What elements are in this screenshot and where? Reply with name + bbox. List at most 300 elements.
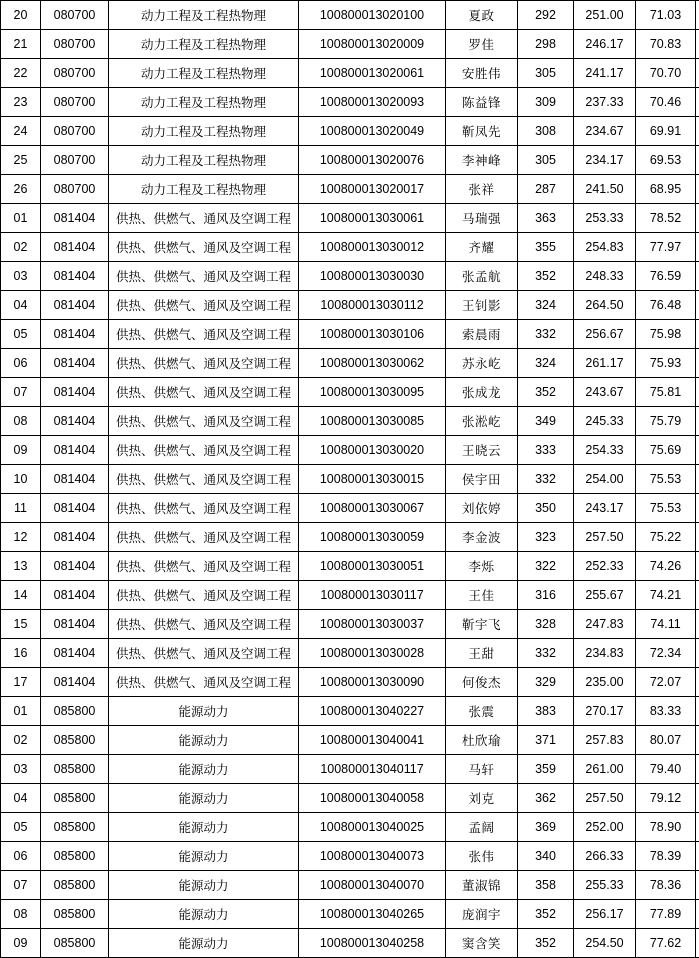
- cell-rank: 22: [1, 59, 41, 88]
- table-row: [1, 146, 699, 175]
- cell-total: 305: [518, 59, 574, 88]
- cell-total: 287: [518, 175, 574, 204]
- cell-name: 张震: [446, 697, 518, 726]
- cell-total: 359: [518, 755, 574, 784]
- cell-row-edge: [696, 407, 699, 436]
- cell-average: 256.67: [574, 320, 636, 349]
- cell-row-edge: [696, 465, 699, 494]
- cell-score: 79.40: [636, 755, 696, 784]
- cell-row-edge: [696, 871, 699, 900]
- cell-code: 081404: [41, 320, 109, 349]
- cell-rank: 08: [1, 407, 41, 436]
- cell-major: 供热、供燃气、通风及空调工程: [109, 349, 299, 378]
- cell-major: 动力工程及工程热物理: [109, 59, 299, 88]
- cell-exam_no: 100800013020093: [299, 88, 446, 117]
- cell-major: 供热、供燃气、通风及空调工程: [109, 436, 299, 465]
- cell-rank: 20: [1, 1, 41, 30]
- table-row: [1, 726, 699, 755]
- cell-name: 张淞屹: [446, 407, 518, 436]
- cell-row-edge: [696, 320, 699, 349]
- cell-average: 257.50: [574, 523, 636, 552]
- cell-name: 庞润宇: [446, 900, 518, 929]
- cell-score: 74.21: [636, 581, 696, 610]
- cell-total: 383: [518, 697, 574, 726]
- cell-score: 75.69: [636, 436, 696, 465]
- cell-rank: 09: [1, 929, 41, 958]
- cell-code: 080700: [41, 175, 109, 204]
- cell-name: 王佳: [446, 581, 518, 610]
- cell-name: 夏政: [446, 1, 518, 30]
- cell-name: 董淑锦: [446, 871, 518, 900]
- cell-score: 70.46: [636, 88, 696, 117]
- cell-score: 75.98: [636, 320, 696, 349]
- cell-rank: 26: [1, 175, 41, 204]
- cell-code: 081404: [41, 436, 109, 465]
- cell-row-edge: [696, 842, 699, 871]
- cell-code: 085800: [41, 929, 109, 958]
- cell-rank: 25: [1, 146, 41, 175]
- table-row: [1, 233, 699, 262]
- cell-score: 74.11: [636, 610, 696, 639]
- cell-average: 245.33: [574, 407, 636, 436]
- table-row: [1, 755, 699, 784]
- cell-rank: 03: [1, 262, 41, 291]
- cell-code: 081404: [41, 465, 109, 494]
- cell-code: 085800: [41, 755, 109, 784]
- cell-average: 252.33: [574, 552, 636, 581]
- cell-name: 李金波: [446, 523, 518, 552]
- cell-name: 陈益锋: [446, 88, 518, 117]
- cell-rank: 10: [1, 465, 41, 494]
- cell-major: 供热、供燃气、通风及空调工程: [109, 233, 299, 262]
- cell-code: 085800: [41, 842, 109, 871]
- table-row: [1, 262, 699, 291]
- cell-row-edge: [696, 291, 699, 320]
- cell-rank: 04: [1, 784, 41, 813]
- cell-code: 085800: [41, 900, 109, 929]
- cell-code: 085800: [41, 726, 109, 755]
- cell-code: 081404: [41, 523, 109, 552]
- table-row: [1, 523, 699, 552]
- cell-name: 张祥: [446, 175, 518, 204]
- cell-total: 322: [518, 552, 574, 581]
- cell-rank: 23: [1, 88, 41, 117]
- cell-rank: 07: [1, 871, 41, 900]
- cell-major: 能源动力: [109, 726, 299, 755]
- cell-rank: 02: [1, 726, 41, 755]
- cell-average: 253.33: [574, 204, 636, 233]
- cell-major: 供热、供燃气、通风及空调工程: [109, 523, 299, 552]
- cell-exam_no: 100800013040265: [299, 900, 446, 929]
- cell-score: 75.79: [636, 407, 696, 436]
- cell-exam_no: 100800013040070: [299, 871, 446, 900]
- cell-exam_no: 100800013030061: [299, 204, 446, 233]
- cell-exam_no: 100800013040041: [299, 726, 446, 755]
- cell-total: 332: [518, 639, 574, 668]
- cell-name: 苏永屹: [446, 349, 518, 378]
- cell-row-edge: [696, 378, 699, 407]
- cell-rank: 06: [1, 842, 41, 871]
- cell-row-edge: [696, 262, 699, 291]
- table-row: [1, 784, 699, 813]
- cell-score: 75.81: [636, 378, 696, 407]
- cell-major: 供热、供燃气、通风及空调工程: [109, 552, 299, 581]
- cell-name: 张孟航: [446, 262, 518, 291]
- table-row: [1, 378, 699, 407]
- cell-average: 254.50: [574, 929, 636, 958]
- cell-total: 316: [518, 581, 574, 610]
- table-row: [1, 30, 699, 59]
- cell-code: 081404: [41, 407, 109, 436]
- cell-major: 供热、供燃气、通风及空调工程: [109, 320, 299, 349]
- cell-average: 237.33: [574, 88, 636, 117]
- cell-name: 李神峰: [446, 146, 518, 175]
- cell-row-edge: [696, 668, 699, 697]
- cell-name: 索晨雨: [446, 320, 518, 349]
- table-row: [1, 581, 699, 610]
- cell-name: 罗佳: [446, 30, 518, 59]
- cell-score: 75.93: [636, 349, 696, 378]
- cell-major: 动力工程及工程热物理: [109, 1, 299, 30]
- cell-name: 靳凤先: [446, 117, 518, 146]
- cell-average: 254.00: [574, 465, 636, 494]
- cell-exam_no: 100800013030112: [299, 291, 446, 320]
- cell-code: 081404: [41, 378, 109, 407]
- cell-code: 081404: [41, 291, 109, 320]
- table-row: [1, 813, 699, 842]
- cell-name: 孟阔: [446, 813, 518, 842]
- cell-exam_no: 100800013020100: [299, 1, 446, 30]
- table-row: [1, 871, 699, 900]
- cell-major: 能源动力: [109, 813, 299, 842]
- cell-total: 352: [518, 900, 574, 929]
- cell-exam_no: 100800013040258: [299, 929, 446, 958]
- cell-rank: 03: [1, 755, 41, 784]
- cell-exam_no: 100800013030085: [299, 407, 446, 436]
- cell-code: 080700: [41, 146, 109, 175]
- cell-name: 李烁: [446, 552, 518, 581]
- cell-total: 349: [518, 407, 574, 436]
- cell-average: 241.50: [574, 175, 636, 204]
- cell-exam_no: 100800013030095: [299, 378, 446, 407]
- table-row: [1, 552, 699, 581]
- cell-major: 能源动力: [109, 755, 299, 784]
- cell-exam_no: 100800013030012: [299, 233, 446, 262]
- cell-name: 王甜: [446, 639, 518, 668]
- cell-rank: 17: [1, 668, 41, 697]
- cell-average: 252.00: [574, 813, 636, 842]
- cell-name: 王钊影: [446, 291, 518, 320]
- cell-row-edge: [696, 784, 699, 813]
- table-row: [1, 668, 699, 697]
- cell-major: 能源动力: [109, 842, 299, 871]
- cell-exam_no: 100800013040073: [299, 842, 446, 871]
- table-row: [1, 900, 699, 929]
- cell-name: 王晓云: [446, 436, 518, 465]
- cell-total: 305: [518, 146, 574, 175]
- cell-score: 78.39: [636, 842, 696, 871]
- cell-total: 352: [518, 378, 574, 407]
- cell-code: 081404: [41, 204, 109, 233]
- cell-average: 246.17: [574, 30, 636, 59]
- table-row: [1, 291, 699, 320]
- cell-row-edge: [696, 697, 699, 726]
- table-row: [1, 175, 699, 204]
- cell-average: 257.83: [574, 726, 636, 755]
- cell-rank: 11: [1, 494, 41, 523]
- cell-major: 供热、供燃气、通风及空调工程: [109, 407, 299, 436]
- cell-total: 328: [518, 610, 574, 639]
- cell-score: 75.22: [636, 523, 696, 552]
- cell-rank: 05: [1, 320, 41, 349]
- cell-rank: 01: [1, 697, 41, 726]
- cell-total: 324: [518, 291, 574, 320]
- cell-rank: 06: [1, 349, 41, 378]
- cell-score: 74.26: [636, 552, 696, 581]
- cell-total: 308: [518, 117, 574, 146]
- cell-major: 能源动力: [109, 929, 299, 958]
- cell-code: 085800: [41, 871, 109, 900]
- cell-major: 动力工程及工程热物理: [109, 117, 299, 146]
- cell-code: 081404: [41, 349, 109, 378]
- cell-name: 何俊杰: [446, 668, 518, 697]
- cell-code: 081404: [41, 262, 109, 291]
- cell-row-edge: [696, 813, 699, 842]
- cell-name: 窦含笑: [446, 929, 518, 958]
- cell-score: 77.97: [636, 233, 696, 262]
- cell-major: 能源动力: [109, 697, 299, 726]
- cell-major: 能源动力: [109, 900, 299, 929]
- cell-total: 352: [518, 262, 574, 291]
- cell-total: 358: [518, 871, 574, 900]
- cell-score: 68.95: [636, 175, 696, 204]
- table-row: [1, 465, 699, 494]
- cell-code: 080700: [41, 1, 109, 30]
- cell-major: 供热、供燃气、通风及空调工程: [109, 639, 299, 668]
- cell-total: 323: [518, 523, 574, 552]
- cell-name: 安胜伟: [446, 59, 518, 88]
- cell-exam_no: 100800013030020: [299, 436, 446, 465]
- cell-total: 352: [518, 929, 574, 958]
- cell-total: 333: [518, 436, 574, 465]
- cell-major: 供热、供燃气、通风及空调工程: [109, 668, 299, 697]
- cell-average: 254.83: [574, 233, 636, 262]
- cell-rank: 01: [1, 204, 41, 233]
- cell-major: 动力工程及工程热物理: [109, 175, 299, 204]
- cell-total: 363: [518, 204, 574, 233]
- cell-row-edge: [696, 610, 699, 639]
- cell-code: 085800: [41, 813, 109, 842]
- cell-name: 张成龙: [446, 378, 518, 407]
- cell-code: 081404: [41, 639, 109, 668]
- cell-average: 254.33: [574, 436, 636, 465]
- cell-row-edge: [696, 88, 699, 117]
- cell-row-edge: [696, 900, 699, 929]
- table-row: [1, 320, 699, 349]
- cell-average: 256.17: [574, 900, 636, 929]
- cell-major: 动力工程及工程热物理: [109, 88, 299, 117]
- table-row: [1, 407, 699, 436]
- cell-exam_no: 100800013040117: [299, 755, 446, 784]
- cell-total: 340: [518, 842, 574, 871]
- cell-row-edge: [696, 552, 699, 581]
- cell-total: 309: [518, 88, 574, 117]
- cell-exam_no: 100800013040025: [299, 813, 446, 842]
- table-row: [1, 436, 699, 465]
- cell-major: 能源动力: [109, 871, 299, 900]
- cell-total: 332: [518, 465, 574, 494]
- cell-exam_no: 100800013030051: [299, 552, 446, 581]
- cell-code: 081404: [41, 668, 109, 697]
- cell-major: 供热、供燃气、通风及空调工程: [109, 378, 299, 407]
- cell-code: 081404: [41, 610, 109, 639]
- cell-average: 243.67: [574, 378, 636, 407]
- cell-score: 83.33: [636, 697, 696, 726]
- cell-row-edge: [696, 929, 699, 958]
- cell-row-edge: [696, 523, 699, 552]
- cell-major: 供热、供燃气、通风及空调工程: [109, 204, 299, 233]
- cell-total: 369: [518, 813, 574, 842]
- cell-exam_no: 100800013030090: [299, 668, 446, 697]
- cell-score: 72.34: [636, 639, 696, 668]
- cell-major: 供热、供燃气、通风及空调工程: [109, 581, 299, 610]
- cell-exam_no: 100800013020061: [299, 59, 446, 88]
- cell-average: 264.50: [574, 291, 636, 320]
- cell-code: 081404: [41, 494, 109, 523]
- cell-score: 71.03: [636, 1, 696, 30]
- cell-score: 70.83: [636, 30, 696, 59]
- cell-name: 张伟: [446, 842, 518, 871]
- cell-score: 69.53: [636, 146, 696, 175]
- cell-total: 324: [518, 349, 574, 378]
- cell-major: 供热、供燃气、通风及空调工程: [109, 262, 299, 291]
- cell-total: 355: [518, 233, 574, 262]
- table-row: [1, 842, 699, 871]
- cell-name: 杜欣瑜: [446, 726, 518, 755]
- cell-rank: 07: [1, 378, 41, 407]
- cell-rank: 02: [1, 233, 41, 262]
- cell-name: 齐耀: [446, 233, 518, 262]
- cell-average: 266.33: [574, 842, 636, 871]
- cell-rank: 21: [1, 30, 41, 59]
- table-row: [1, 929, 699, 958]
- cell-row-edge: [696, 175, 699, 204]
- cell-score: 75.53: [636, 494, 696, 523]
- cell-exam_no: 100800013020017: [299, 175, 446, 204]
- cell-score: 69.91: [636, 117, 696, 146]
- cell-name: 侯宇田: [446, 465, 518, 494]
- cell-major: 供热、供燃气、通风及空调工程: [109, 494, 299, 523]
- cell-code: 081404: [41, 233, 109, 262]
- cell-score: 76.59: [636, 262, 696, 291]
- cell-row-edge: [696, 59, 699, 88]
- cell-total: 350: [518, 494, 574, 523]
- score-table-body: [1, 1, 699, 958]
- cell-exam_no: 100800013040227: [299, 697, 446, 726]
- cell-row-edge: [696, 1, 699, 30]
- cell-score: 70.70: [636, 59, 696, 88]
- cell-rank: 14: [1, 581, 41, 610]
- cell-average: 241.17: [574, 59, 636, 88]
- cell-code: 080700: [41, 88, 109, 117]
- cell-average: 248.33: [574, 262, 636, 291]
- cell-average: 257.50: [574, 784, 636, 813]
- cell-average: 247.83: [574, 610, 636, 639]
- cell-row-edge: [696, 30, 699, 59]
- cell-major: 动力工程及工程热物理: [109, 30, 299, 59]
- cell-code: 085800: [41, 784, 109, 813]
- cell-total: 332: [518, 320, 574, 349]
- cell-score: 76.48: [636, 291, 696, 320]
- cell-rank: 12: [1, 523, 41, 552]
- table-row: [1, 697, 699, 726]
- cell-average: 261.00: [574, 755, 636, 784]
- table-row: [1, 494, 699, 523]
- cell-major: 能源动力: [109, 784, 299, 813]
- cell-average: 251.00: [574, 1, 636, 30]
- cell-average: 255.33: [574, 871, 636, 900]
- cell-exam_no: 100800013030106: [299, 320, 446, 349]
- cell-exam_no: 100800013020049: [299, 117, 446, 146]
- cell-row-edge: [696, 349, 699, 378]
- cell-name: 马瑞强: [446, 204, 518, 233]
- cell-code: 085800: [41, 697, 109, 726]
- cell-code: 080700: [41, 30, 109, 59]
- table-row: [1, 349, 699, 378]
- table-row: [1, 610, 699, 639]
- cell-rank: 05: [1, 813, 41, 842]
- cell-score: 72.07: [636, 668, 696, 697]
- table-row: [1, 1, 699, 30]
- cell-row-edge: [696, 726, 699, 755]
- cell-average: 234.83: [574, 639, 636, 668]
- cell-major: 供热、供燃气、通风及空调工程: [109, 465, 299, 494]
- cell-rank: 24: [1, 117, 41, 146]
- table-row: [1, 639, 699, 668]
- cell-major: 供热、供燃气、通风及空调工程: [109, 291, 299, 320]
- cell-average: 270.17: [574, 697, 636, 726]
- cell-score: 79.12: [636, 784, 696, 813]
- cell-score: 77.89: [636, 900, 696, 929]
- cell-rank: 08: [1, 900, 41, 929]
- cell-average: 234.67: [574, 117, 636, 146]
- cell-name: 靳宇飞: [446, 610, 518, 639]
- cell-average: 261.17: [574, 349, 636, 378]
- cell-exam_no: 100800013030059: [299, 523, 446, 552]
- cell-total: 298: [518, 30, 574, 59]
- cell-row-edge: [696, 436, 699, 465]
- cell-code: 080700: [41, 117, 109, 146]
- cell-exam_no: 100800013020076: [299, 146, 446, 175]
- cell-rank: 13: [1, 552, 41, 581]
- cell-exam_no: 100800013030030: [299, 262, 446, 291]
- cell-rank: 15: [1, 610, 41, 639]
- cell-average: 235.00: [574, 668, 636, 697]
- cell-row-edge: [696, 494, 699, 523]
- cell-code: 081404: [41, 552, 109, 581]
- cell-exam_no: 100800013020009: [299, 30, 446, 59]
- cell-total: 362: [518, 784, 574, 813]
- cell-average: 234.17: [574, 146, 636, 175]
- cell-exam_no: 100800013030015: [299, 465, 446, 494]
- cell-major: 动力工程及工程热物理: [109, 146, 299, 175]
- cell-score: 78.36: [636, 871, 696, 900]
- cell-exam_no: 100800013030028: [299, 639, 446, 668]
- cell-average: 243.17: [574, 494, 636, 523]
- cell-name: 刘克: [446, 784, 518, 813]
- cell-score: 78.90: [636, 813, 696, 842]
- cell-row-edge: [696, 581, 699, 610]
